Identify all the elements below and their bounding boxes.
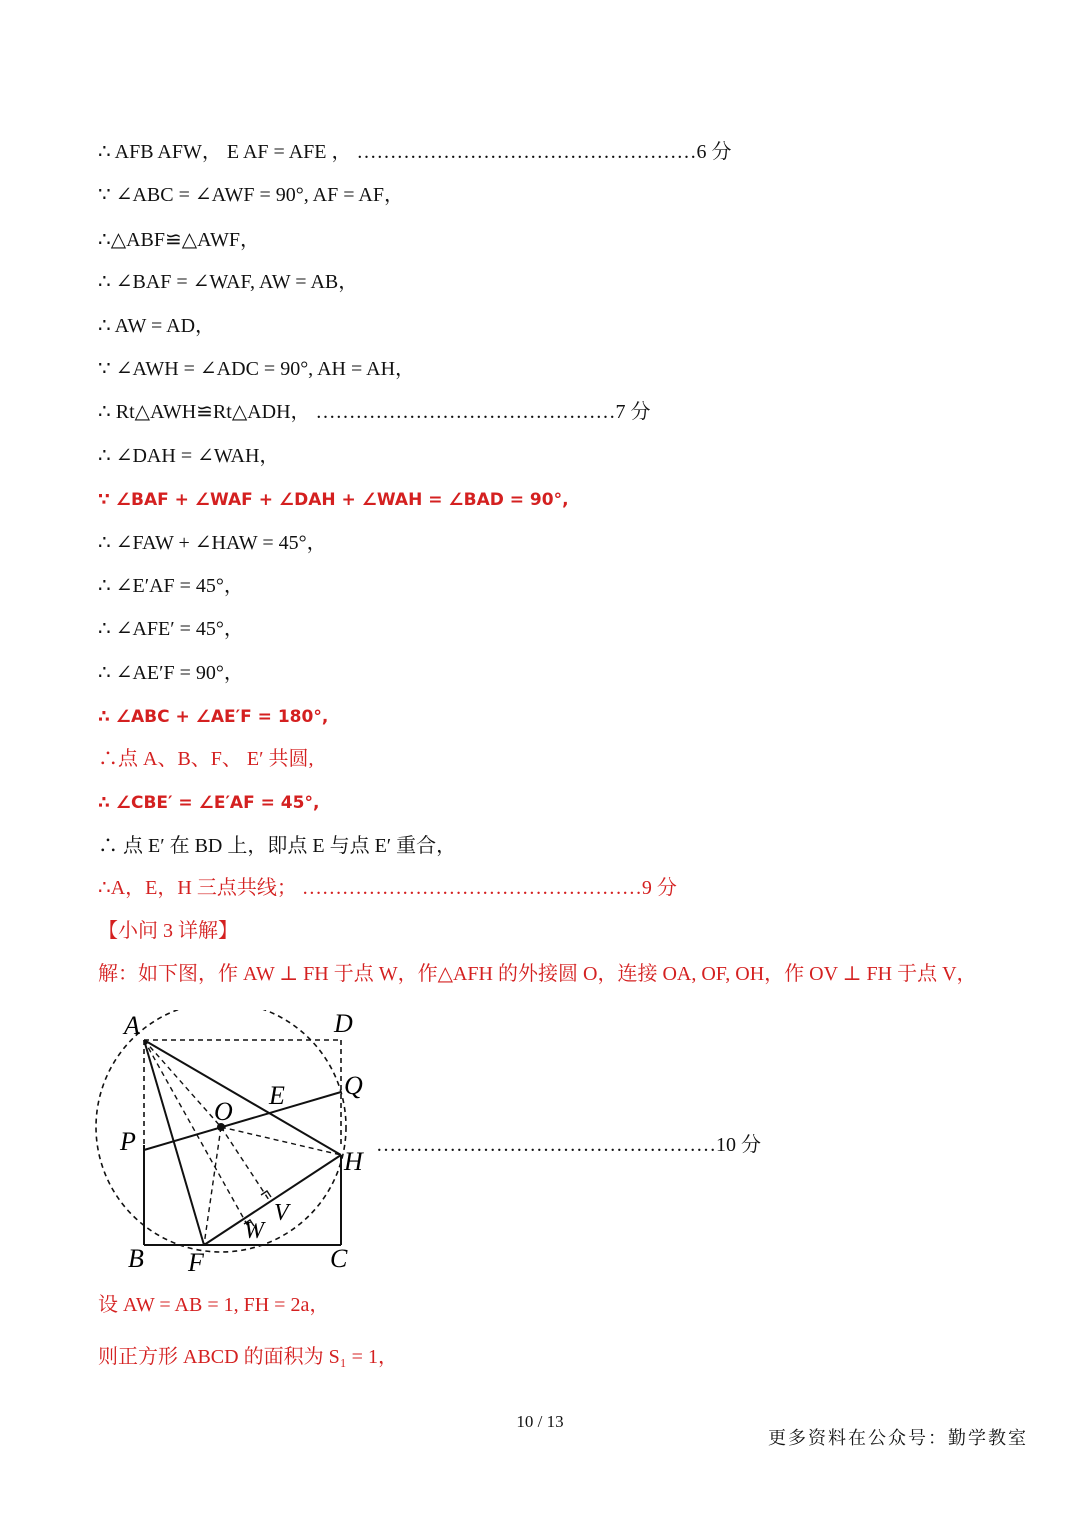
solution-line: ∵ ∠ABC = ∠AWF = 90°, AF = AF， <box>98 184 404 206</box>
label-O: O <box>214 1097 233 1126</box>
score-10: ……………………………………………10 分 <box>376 1134 761 1156</box>
label-C: C <box>330 1244 348 1273</box>
solution-line: ∴ Rt△AWH≌Rt△ADH， ………………………………………7 分 <box>98 401 651 423</box>
solution-line: ∴ AFB AFW， E AF = AFE ， ……………………………………………6 分 <box>98 141 732 163</box>
label-W: W <box>244 1218 264 1244</box>
solution-line: ∴ ∠AFE′ = 45°， <box>98 618 244 640</box>
solution-line: ∴ ∠ABC + ∠AE′F = 180°, <box>98 707 329 727</box>
solution-line: ∴ AW = AD， <box>98 315 216 337</box>
solution-line: ∴ ∠AE′F = 90°， <box>98 662 244 684</box>
label-B: B <box>128 1244 144 1273</box>
solution-line: ∴ ∠FAW + ∠HAW = 45°， <box>98 532 327 554</box>
page-number: 10 / 13 <box>516 1412 564 1431</box>
geometry-figure <box>94 1010 394 1280</box>
solution-line: 设 AW = AB = 1, FH = 2a， <box>98 1294 330 1316</box>
solution-line: 【小问 3 详解】 <box>98 920 238 942</box>
solution-line: ∴ ∠E′AF = 45°， <box>98 575 244 597</box>
solution-line: ∵ ∠BAF + ∠WAF + ∠DAH + ∠WAH = ∠BAD = 90°, <box>98 490 569 510</box>
label-Q: Q <box>344 1071 363 1100</box>
solution-line: ∵ ∠AWH = ∠ADC = 90°, AH = AH， <box>98 358 416 380</box>
solution-line: 则正方形 ABCD 的面积为 S₁ = 1， <box>98 1346 398 1368</box>
solution-line: ∴点 A、B、F、 E′ 共圆, <box>98 748 314 770</box>
solution-line: ∴ ∠DAH = ∠WAH， <box>98 445 280 467</box>
footer-watermark: 更多资料在公众号：勤学教室 <box>768 1428 1028 1449</box>
solution-line: ∴△ABF≌△AWF， <box>98 229 260 251</box>
solution-line: ∴ ∠CBE′ = ∠E′AF = 45°, <box>98 793 320 813</box>
solution-line: ∴ ∠BAF = ∠WAF, AW = AB， <box>98 271 359 293</box>
solution-line: ∴ 点 E′ 在 BD 上，即点 E 与点 E′ 重合， <box>98 835 457 857</box>
label-P: P <box>120 1127 136 1156</box>
label-F: F <box>188 1248 204 1277</box>
label-D: D <box>334 1010 353 1038</box>
solution-line: ∴A，E，H 三点共线； ……………………………………………9 分 <box>98 877 677 899</box>
label-H: H <box>344 1147 363 1176</box>
label-A: A <box>124 1011 140 1040</box>
label-V: V <box>274 1200 289 1226</box>
label-E: E <box>269 1081 285 1110</box>
solution-line: 解：如下图，作 AW ⊥ FH 于点 W，作△AFH 的外接圆 O，连接 OA, OF, OH，作 OV ⊥ FH 于点 V， <box>98 963 977 985</box>
